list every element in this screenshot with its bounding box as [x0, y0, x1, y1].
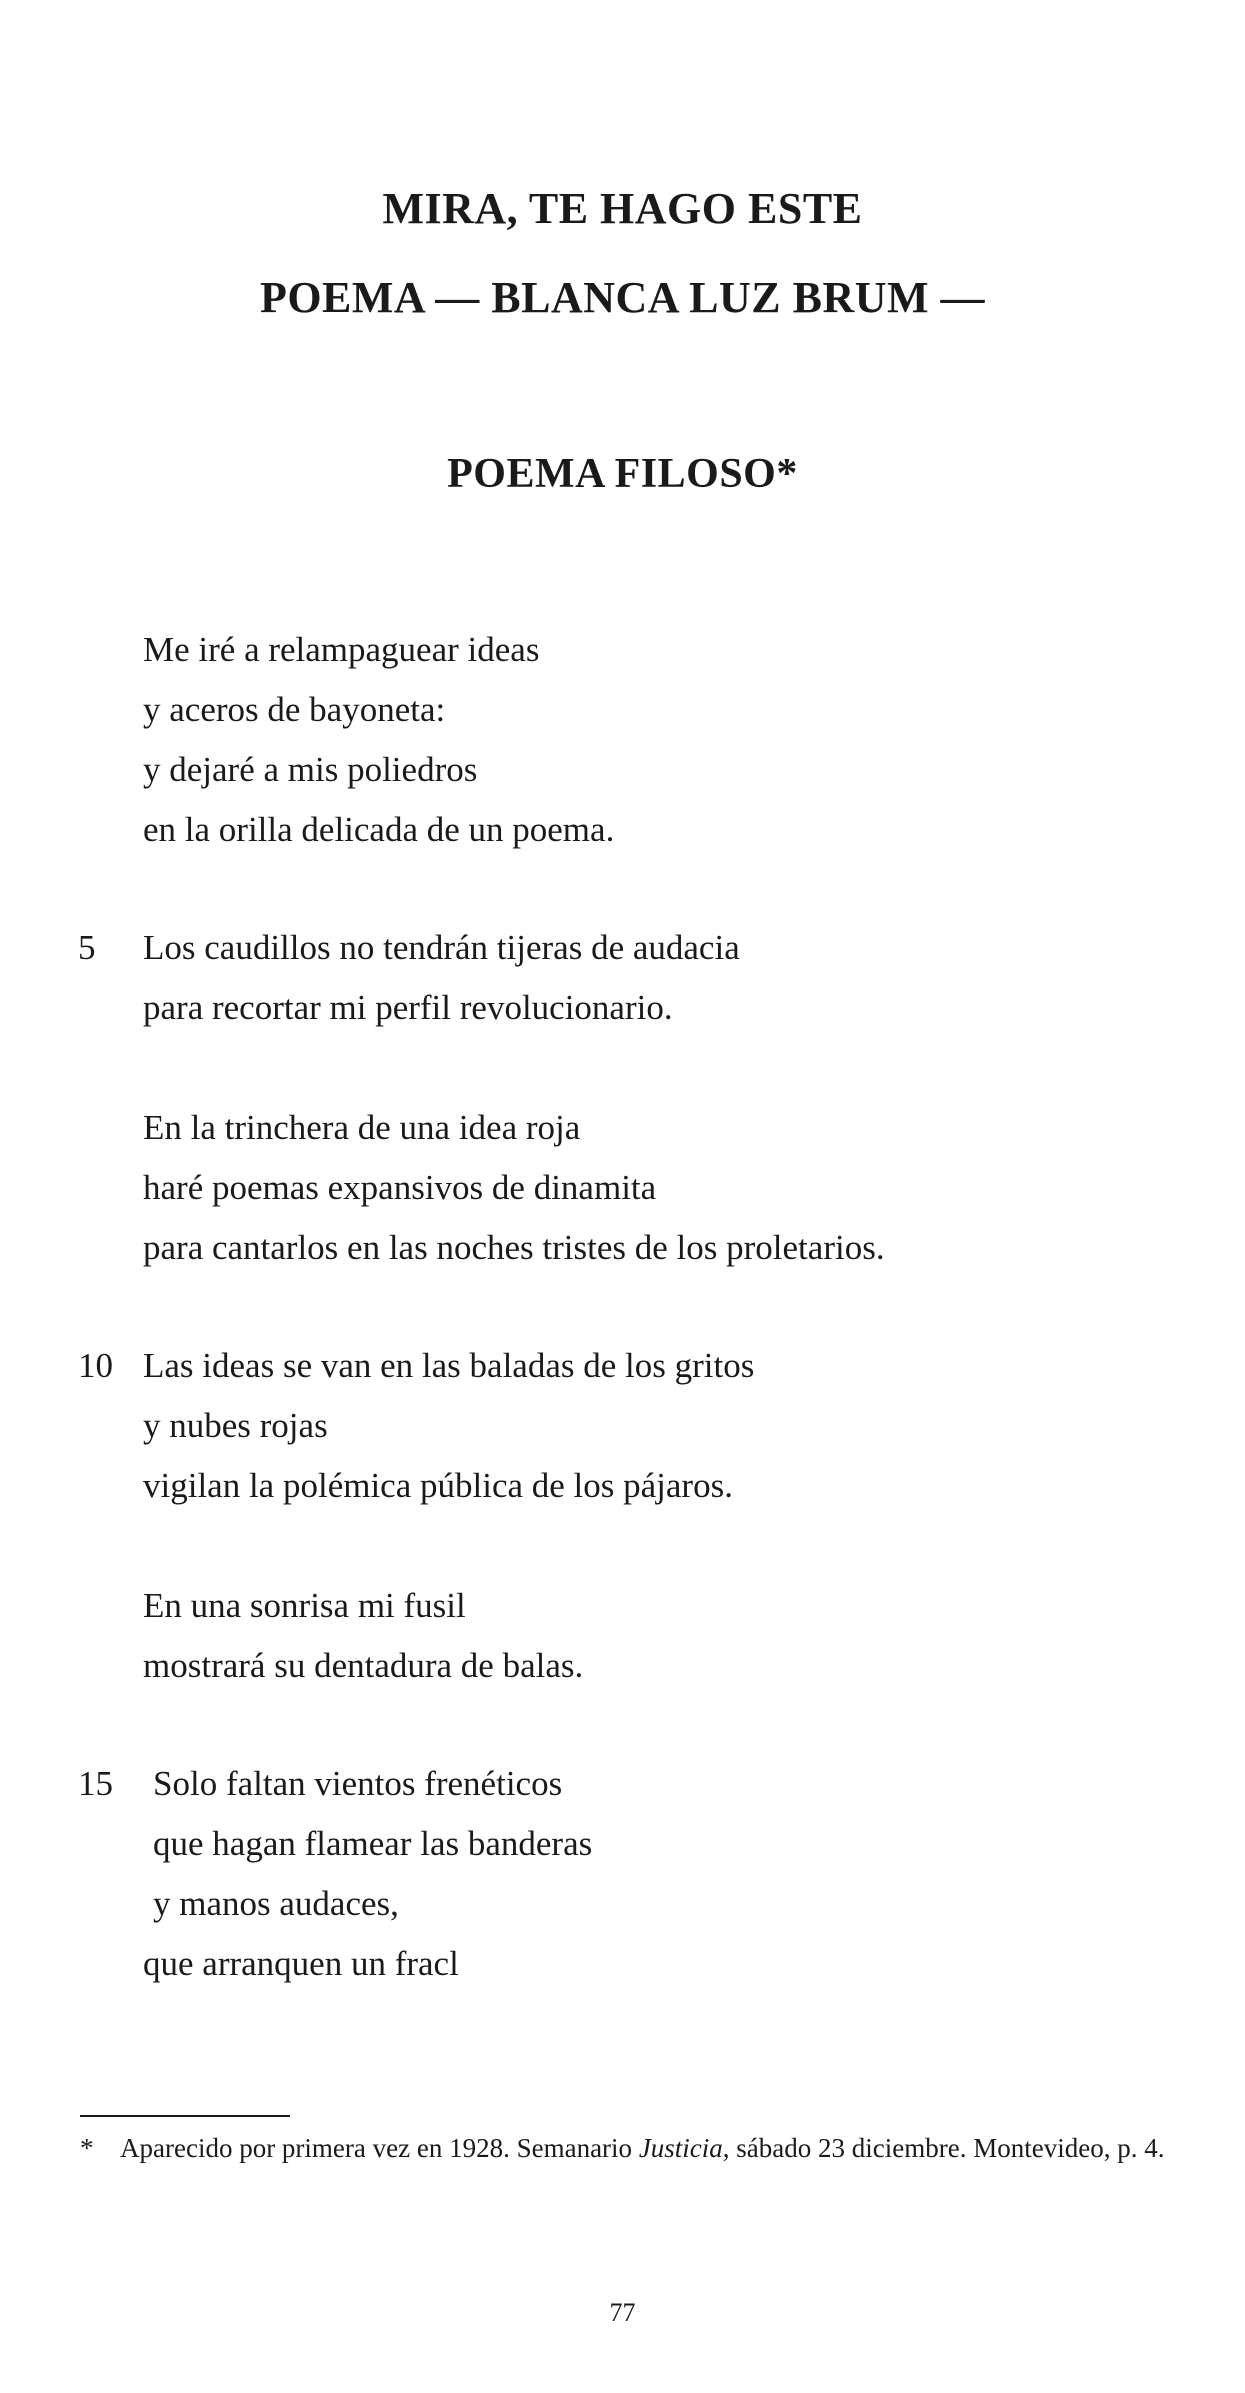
poem-line-4: en la orilla delicada de un poema.	[143, 810, 615, 849]
footnote	[80, 2128, 1190, 2169]
poem-line-1: Me iré a relampaguear ideas	[143, 630, 540, 669]
page-number: 77	[609, 2298, 636, 2327]
poem-title: POEMA FILOSO*	[447, 451, 798, 497]
poem-line-11: y nubes rojas	[143, 1406, 328, 1445]
footnote-publication: Justicia	[638, 2133, 723, 2163]
poem-line-17: y manos audaces,	[153, 1884, 399, 1923]
poem-line-12: vigilan la polémica pública de los pájaros.	[143, 1466, 733, 1505]
footnote-text-before: Aparecido por primera vez en 1928. Semanario	[120, 2133, 639, 2163]
poem-line-3: y dejaré a mis poliedros	[143, 750, 478, 789]
line-number-15: 15	[78, 1764, 113, 1803]
poem-line-2: y aceros de bayoneta:	[143, 690, 446, 729]
poem-line-13: En una sonrisa mi fusil	[143, 1586, 466, 1625]
poem-line-10: Las ideas se van en las baladas de los gritos	[143, 1346, 755, 1385]
line-number-10: 10	[78, 1346, 113, 1385]
poem-line-16: que hagan flamear las banderas	[153, 1824, 593, 1863]
poem-line-8: haré poemas expansivos de dinamita	[143, 1168, 657, 1207]
title-line-1: MIRA, TE HAGO ESTE	[382, 184, 863, 233]
poem-line-15: Solo faltan vientos frenéticos	[153, 1764, 563, 1803]
poem-line-9: para cantarlos en las noches tristes de los proletarios.	[143, 1228, 885, 1267]
footnote-text-after: , sábado 23 diciembre. Montevideo, p. 4.	[722, 2133, 1165, 2163]
poem-line-18: que arranquen un fracl	[143, 1944, 459, 1983]
poem-line-14: mostrará su dentadura de balas.	[143, 1646, 584, 1685]
line-number-5: 5	[78, 928, 96, 967]
footnote-divider	[80, 2115, 290, 2117]
poem-line-5: Los caudillos no tendrán tijeras de audacia	[143, 928, 740, 967]
poem-line-6: para recortar mi perfil revolucionario.	[143, 988, 673, 1027]
footnote-marker: *	[80, 2133, 94, 2163]
title-line-2: POEMA — BLANCA LUZ BRUM —	[259, 273, 986, 322]
poem-line-7: En la trinchera de una idea roja	[143, 1108, 581, 1147]
